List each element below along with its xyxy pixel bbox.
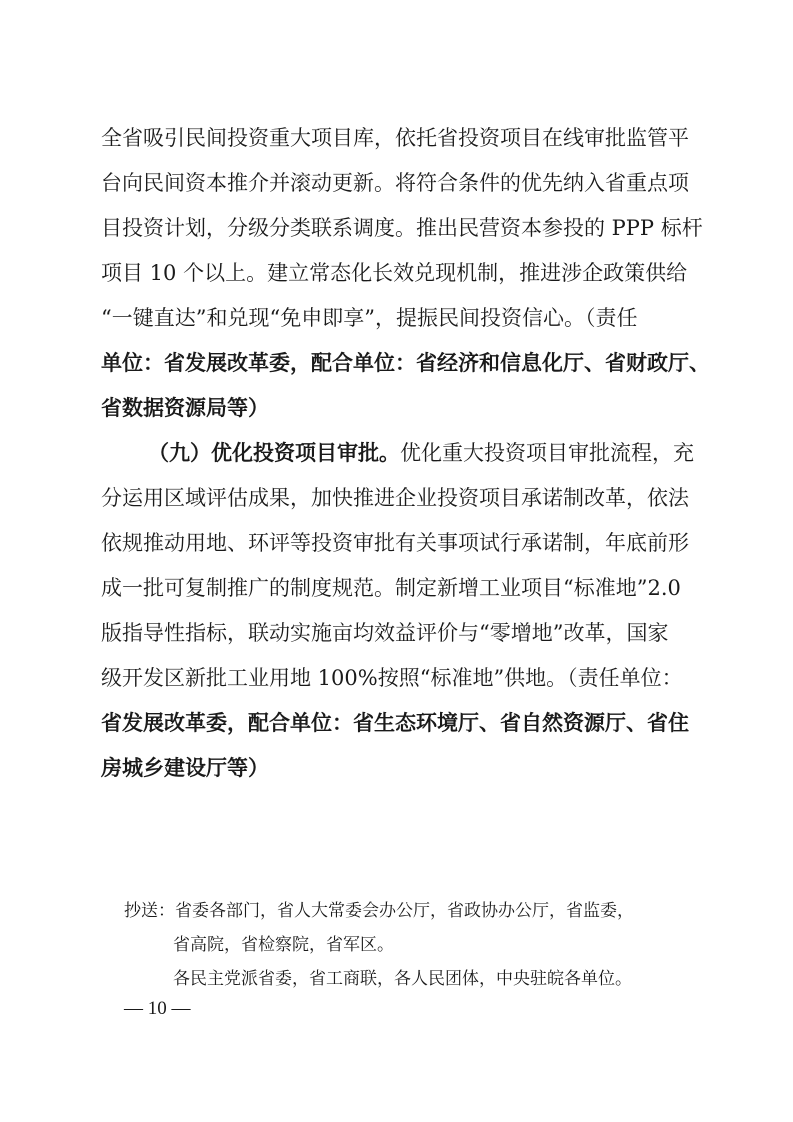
responsibility-line: 房城乡建设厅等） [101, 755, 269, 780]
cc-line-3: 各民主党派省委，省工商联，各人民团体，中央驻皖各单位。 [173, 969, 632, 989]
responsibility-line: 省发展改革委，配合单位：省生态环境厅、省自然资源厅、省住 [101, 710, 689, 735]
body-text-line: 版指导性指标，联动实施亩均效益评价与“零增地”改革，国家 [101, 621, 669, 645]
cc-line-1 [124, 896, 634, 926]
page-number: — 10 — [124, 998, 191, 1019]
responsibility-line: 省数据资源局等） [101, 395, 269, 420]
body-text-line: 全省吸引民间投资重大项目库，依托省投资项目在线审批监管平 [101, 126, 689, 150]
body-text-line: 项目 10 个以上。建立常态化长效兑现机制，推进涉企政策供给 [101, 261, 688, 285]
section-heading: （九）优化投资项目审批。 [148, 440, 400, 465]
body-text-line: 成一批可复制推广的制度规范。制定新增工业项目“标准地”2.0 [101, 576, 681, 600]
body-text-line: “一键直达”和兑现“免申即享”，提振民间投资信心。（责任 [101, 306, 638, 330]
body-text: 优化重大投资项目审批流程，充 [400, 441, 694, 465]
body-text-line: 目投资计划，分级分类联系调度。推出民营资本参投的 PPP 标杆 [101, 216, 703, 240]
cc-label: 抄送： [124, 901, 175, 921]
body-text-line: 分运用区域评估成果，加快推进企业投资项目承诺制改革，依法 [101, 486, 689, 510]
cc-line-2: 省高院，省检察院，省军区。 [173, 935, 394, 955]
responsibility-line: 单位：省发展改革委，配合单位：省经济和信息化厅、省财政厅、 [101, 350, 710, 375]
body-text-line: 依规推动用地、环评等投资审批有关事项试行承诺制，年底前形 [101, 531, 689, 555]
cc-recipients: 省委各部门，省人大常委会办公厅，省政协办公厅，省监委， [175, 901, 634, 921]
body-text-line: 台向民间资本推介并滚动更新。将符合条件的优先纳入省重点项 [101, 171, 689, 195]
body-text-line: 级开发区新批工业用地 100%按照“标准地”供地。（责任单位： [101, 666, 683, 690]
paragraph-9-first-line [148, 435, 694, 471]
